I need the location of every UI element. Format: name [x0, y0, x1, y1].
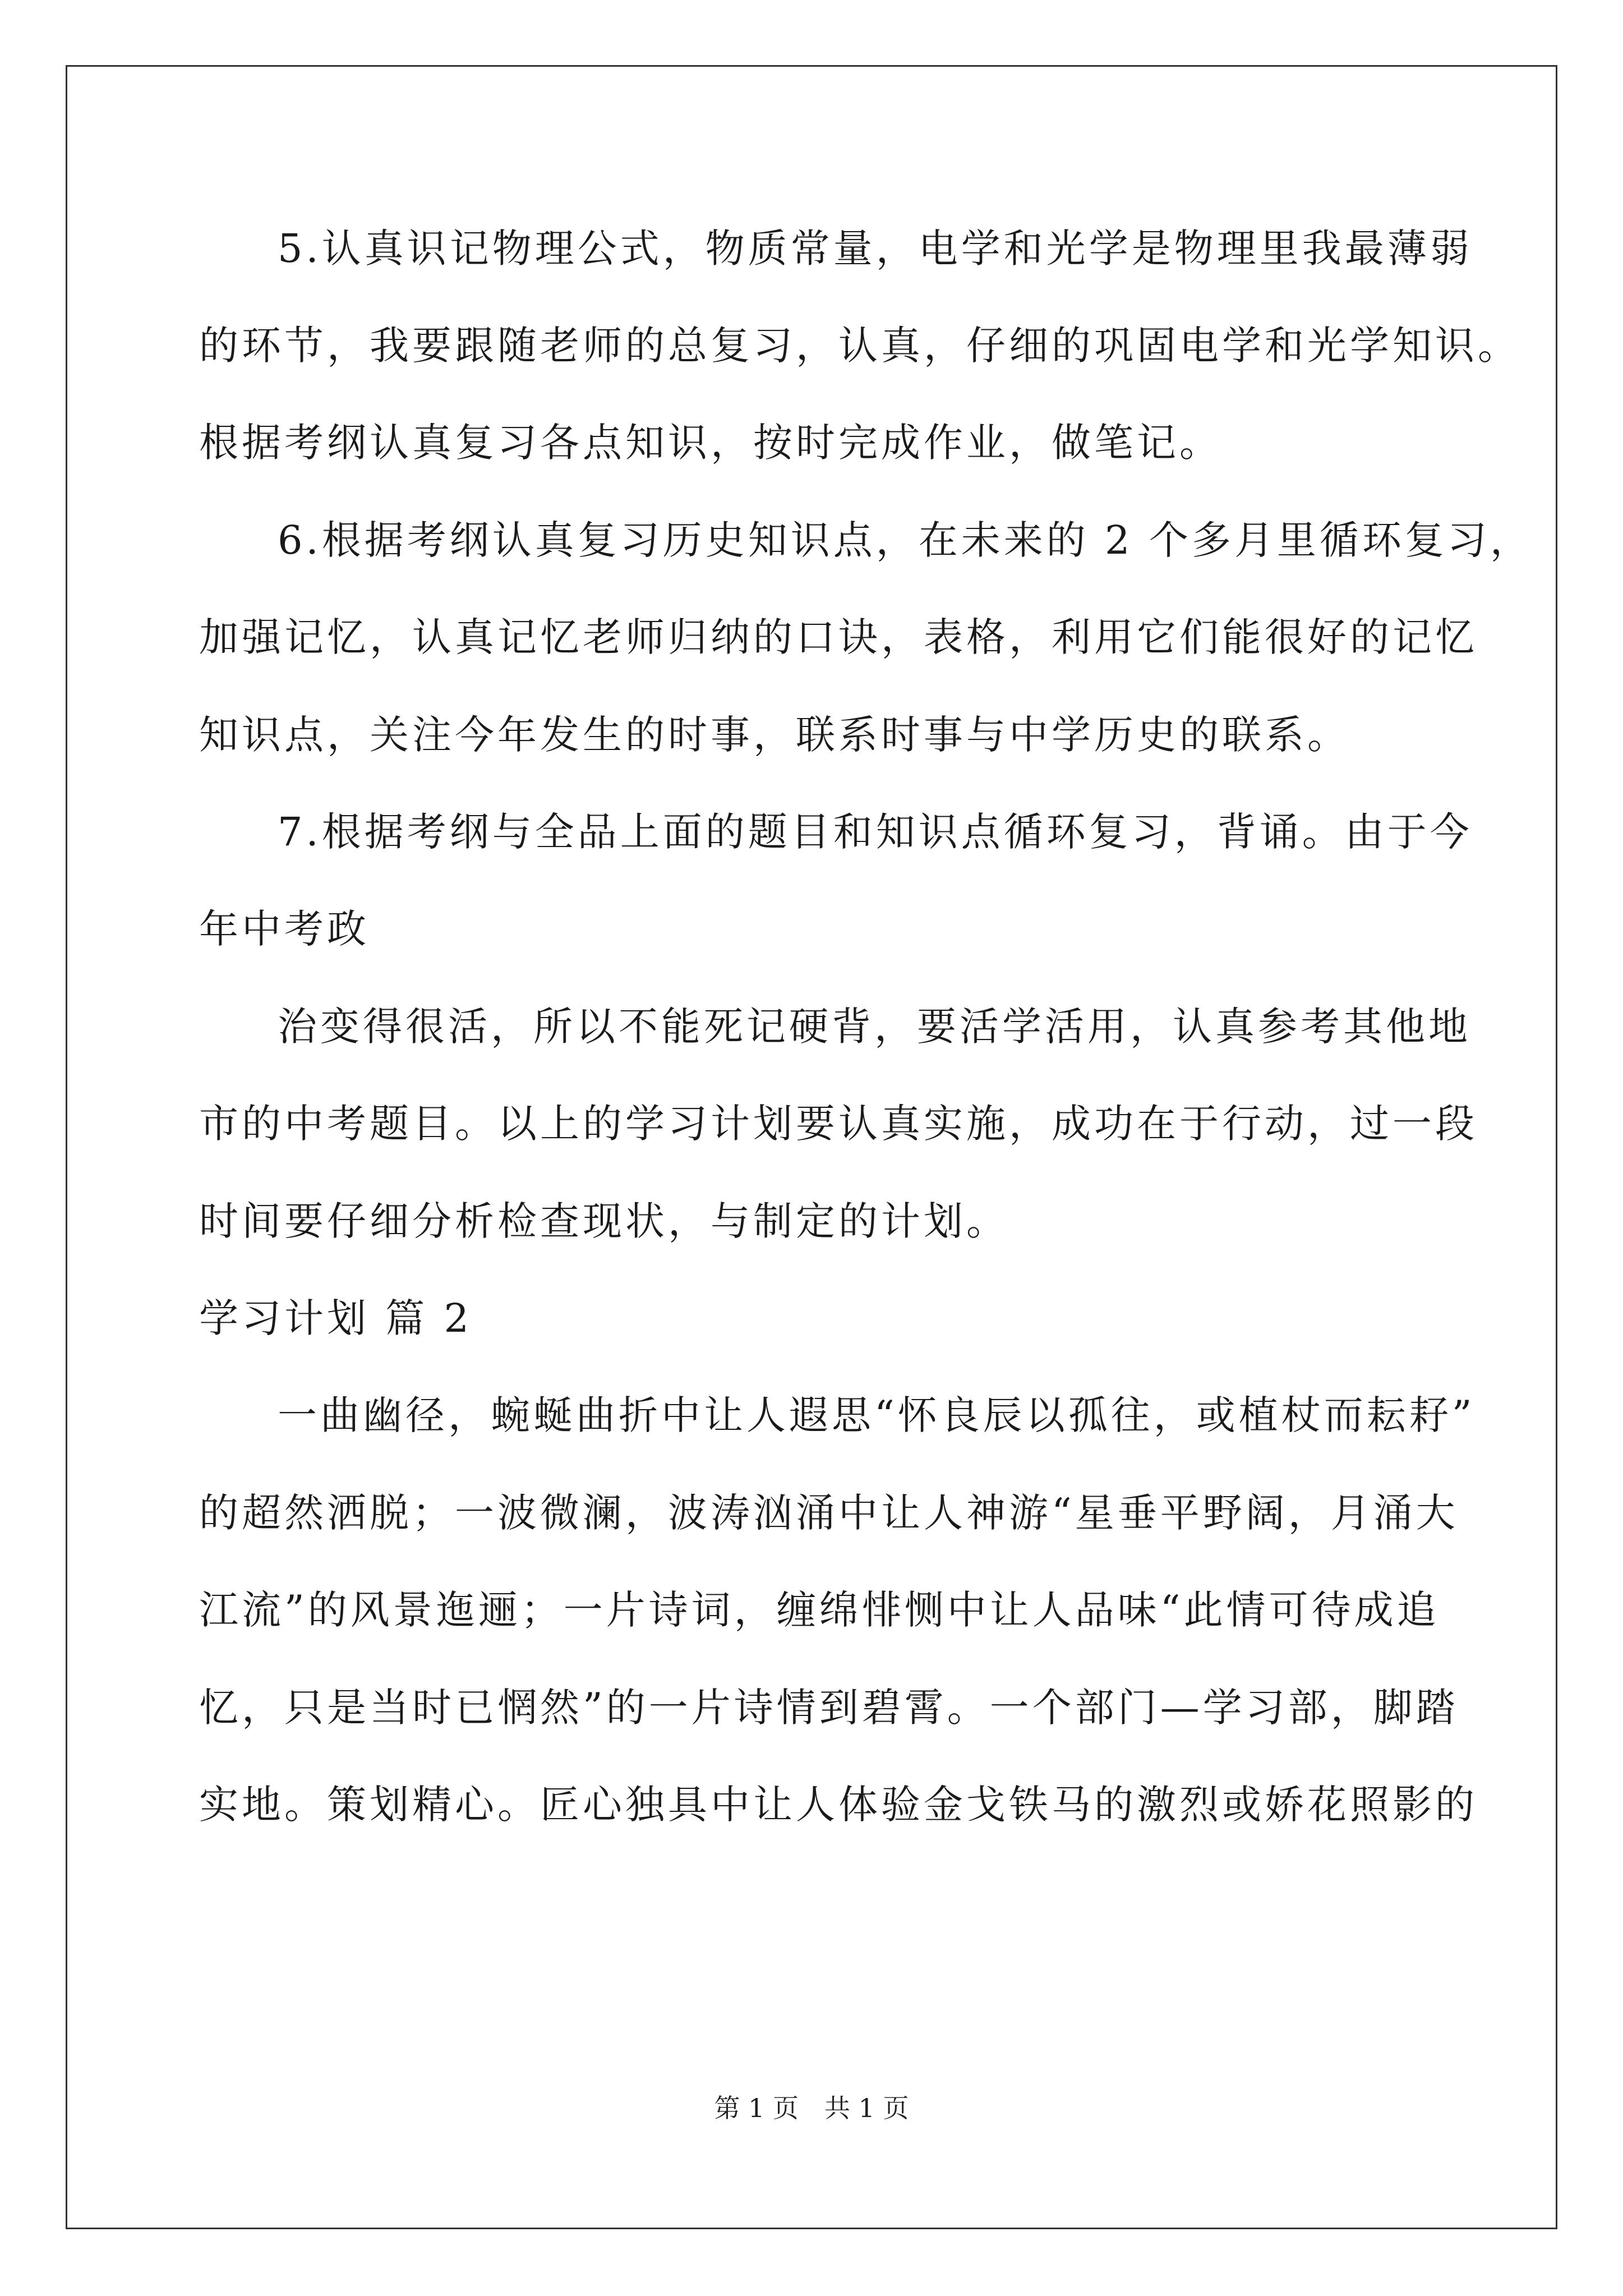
paragraph-line: 一曲幽径，蜿蜒曲折中让人遐思“怀良辰以孤往，或植杖而耘耔” [278, 1392, 1476, 1438]
paragraph-line: 治变得很活，所以不能死记硬背，要活学活用，认真参考其他地 [278, 1004, 1471, 1050]
paragraph-line: 5.认真识记物理公式，物质常量，电学和光学是物理里我最薄弱 [278, 226, 1473, 272]
paragraph-line: 的环节，我要跟随老师的总复习，认真，仔细的巩固电学和光学知识。 [199, 323, 1520, 369]
paragraph-line: 加强记忆，认真记忆老师归纳的口诀，表格，利用它们能很好的记忆 [199, 614, 1478, 660]
paragraph-line: 实地。策划精心。匠心独具中让人体验金戈铁马的激烈或娇花照影的 [199, 1782, 1478, 1828]
paragraph-line: 根据考纲认真复习各点知识，按时完成作业，做笔记。 [199, 420, 1222, 466]
paragraph-line: 江流”的风景迤逦；一片诗词，缠绵悱恻中让人品味“此情可待成追 [199, 1587, 1440, 1633]
paragraph-line: 时间要仔细分析检查现状，与制定的计划。 [199, 1198, 1009, 1244]
paragraph-line: 年中考政 [199, 906, 370, 952]
paragraph-line: 忆，只是当时已惘然”的一片诗情到碧霄。一个部门—学习部，脚踏 [199, 1685, 1459, 1731]
paragraph-line: 知识点，关注今年发生的时事，联系时事与中学历史的联系。 [199, 712, 1350, 758]
paragraph-line: 6.根据考纲认真复习历史知识点，在未来的 2 个多月里循环复习， [278, 517, 1533, 563]
paragraph-line: 的超然洒脱；一波微澜，波涛汹涌中让人神游“星垂平野阔，月涌大 [199, 1490, 1459, 1536]
paragraph-line: 7.根据考纲与全品上面的题目和知识点循环复习，背诵。由于今 [278, 809, 1473, 855]
paragraph-line: 市的中考题目。以上的学习计划要认真实施，成功在于行动，过一段 [199, 1101, 1478, 1147]
section-heading: 学习计划 篇 2 [199, 1295, 473, 1341]
page-footer: 第 1 页 共 1 页 [714, 2093, 909, 2123]
